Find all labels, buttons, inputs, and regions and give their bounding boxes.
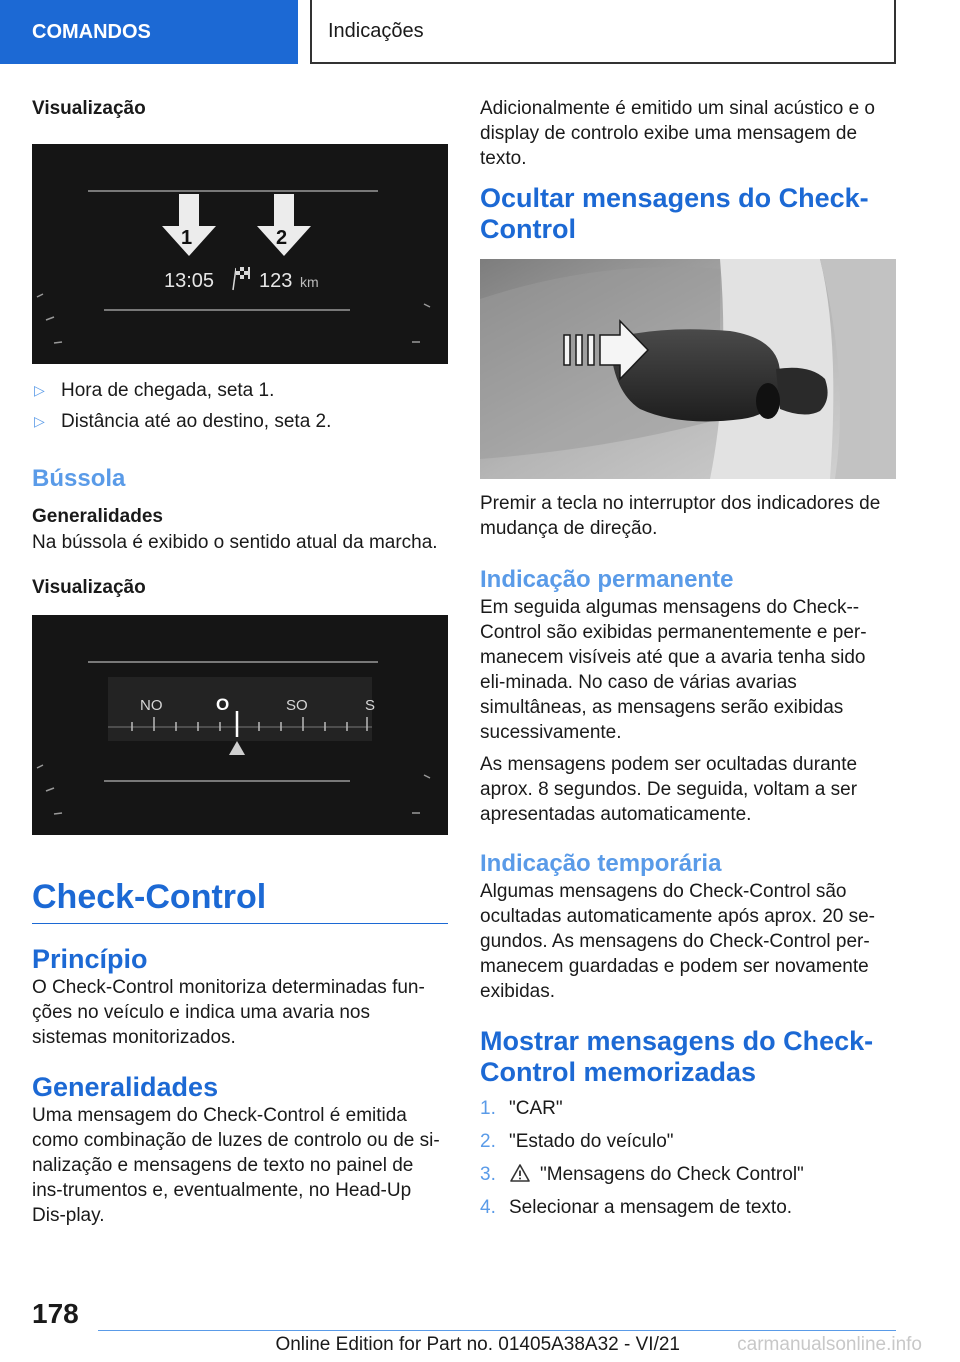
ocultar-heading: Ocultar mensagens do Check-Control bbox=[480, 183, 869, 244]
bussola-text: Na bússola é exibido o sentido atual da marcha. bbox=[32, 532, 438, 553]
list-item: ▷ Distância até ao destino, seta 2. bbox=[34, 411, 332, 432]
temporaria-text: Algumas mensagens do Check-Control são ocultadas automaticamente após aprox. 20 se-gundos. As mensagens do Check-Control per-manecem guardadas e podem ser novamente exibidas. bbox=[480, 881, 876, 1002]
arrival-time: 13:05 bbox=[164, 270, 215, 292]
permanente-text-1: Em seguida algumas mensagens do Check--Control são exibidas permanentemente e per-manecem visíveis até que a avaria tenha sido eli-minada. No caso de várias avarias simultâneas, as mensagens serão exibidas sucessivamente. bbox=[480, 597, 867, 743]
arrow-1-label: 1 bbox=[181, 227, 193, 249]
list-item: 4. Selecionar a mensagem de texto. bbox=[480, 1197, 793, 1218]
principio-text: O Check-Control monitoriza determinadas fun-ções no veículo e indica uma avaria nos sistemas monitorizados. bbox=[32, 977, 425, 1048]
generalidades-heading: Generalidades bbox=[32, 1072, 219, 1102]
mostrar-heading: Mostrar mensagens do Check-Control memorizadas bbox=[480, 1026, 874, 1087]
compass-so-label: SO bbox=[286, 697, 308, 714]
visualizacao-heading-2: Visualização bbox=[32, 577, 146, 598]
steps-list bbox=[480, 1096, 896, 1220]
bussola-heading: Bússola bbox=[32, 465, 126, 492]
footer-rule bbox=[98, 1330, 896, 1331]
section-tab bbox=[0, 0, 298, 64]
chapter-header bbox=[310, 0, 896, 64]
list-item: 2. "Estado do veículo" bbox=[480, 1131, 674, 1152]
arrow-2-label: 2 bbox=[276, 227, 288, 249]
intro-text: Adicionalmente é emitido um sinal acústico e o display de controlo exibe uma mensagem de texto. bbox=[480, 98, 875, 169]
permanente-heading: Indicação permanente bbox=[480, 566, 734, 593]
compass-s-label: S bbox=[365, 697, 376, 714]
distance-unit: km bbox=[300, 274, 319, 290]
triangle-bullet-icon: ▷ bbox=[34, 382, 45, 398]
compass-display-image bbox=[32, 615, 448, 835]
list-item: 1. "CAR" bbox=[480, 1098, 563, 1119]
check-control-heading: Check-Control bbox=[32, 877, 448, 924]
permanente-text-2: As mensagens podem ser ocultadas durante aprox. 8 segundos. De seguida, voltam a ser apresentadas automaticamente. bbox=[480, 754, 858, 825]
watermark-text: carmanualsonline.info bbox=[737, 1334, 922, 1355]
arrival-display-image bbox=[32, 144, 448, 364]
right-column bbox=[480, 96, 896, 1228]
ocultar-text: Premir a tecla no interruptor dos indicadores de mudança de direção. bbox=[480, 493, 881, 539]
visualizacao-heading-1: Visualização bbox=[32, 98, 146, 119]
temporaria-heading: Indicação temporária bbox=[480, 850, 722, 877]
turn-signal-switch-image bbox=[480, 259, 896, 479]
generalidades-text: Uma mensagem do Check-Control é emitida como combinação de luzes de controlo ou de si-nalização e mensagens de texto no painel de ins-trumentos e, eventualmente, no Head-Up Dis-play. bbox=[32, 1105, 440, 1226]
distance-value: 123 bbox=[259, 270, 293, 292]
chapter-label: Indicações bbox=[328, 19, 424, 42]
list-item: 3. "Mensagens do Check Control" bbox=[480, 1164, 804, 1185]
arrival-bullet-list bbox=[32, 378, 448, 434]
section-label: COMANDOS bbox=[32, 20, 151, 43]
list-item: ▷ Hora de chegada, seta 1. bbox=[34, 380, 275, 401]
triangle-bullet-icon: ▷ bbox=[34, 413, 45, 429]
compass-no-label: NO bbox=[140, 697, 163, 714]
left-column bbox=[32, 96, 448, 1228]
warning-triangle-icon bbox=[509, 1163, 531, 1183]
page-number: 178 bbox=[32, 1298, 79, 1329]
principio-heading: Princípio bbox=[32, 944, 148, 974]
generalidades-subheading: Generalidades bbox=[32, 506, 163, 527]
edition-text: Online Edition for Part no. 01405A38A32 - VI/21 bbox=[275, 1334, 680, 1355]
compass-o-label: O bbox=[216, 695, 230, 714]
